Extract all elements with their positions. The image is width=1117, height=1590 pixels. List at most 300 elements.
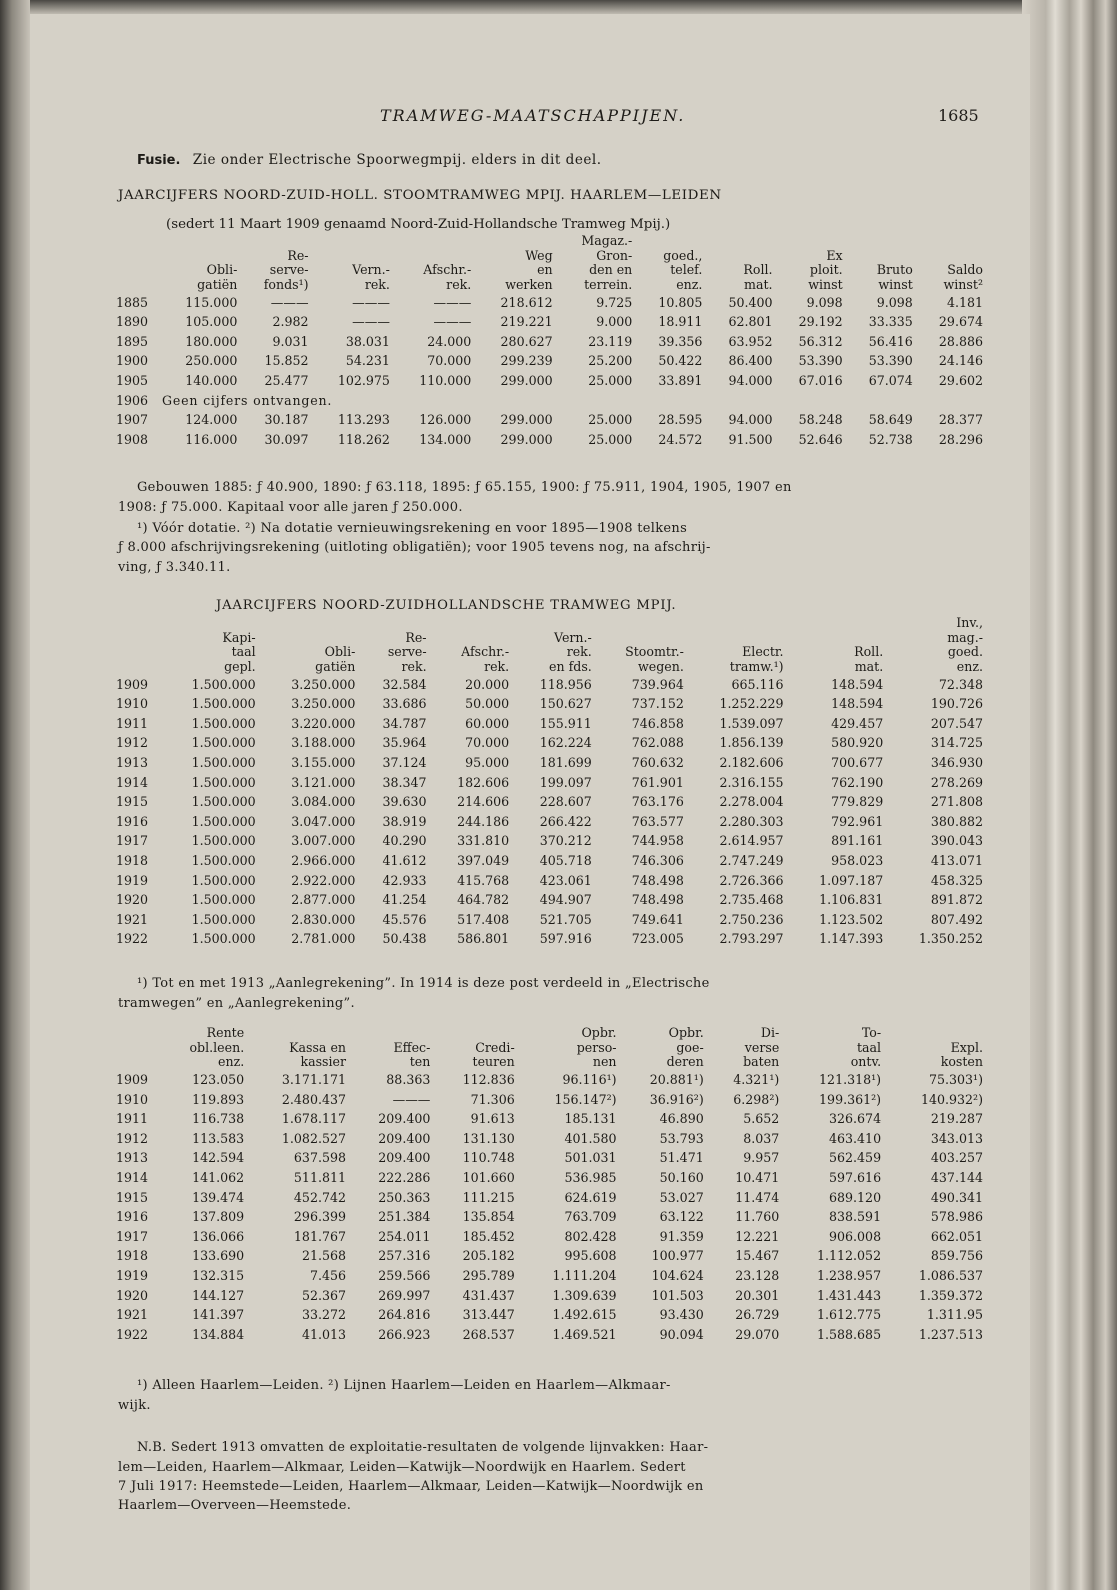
value-cell: 995.608 — [564, 1248, 617, 1264]
value-cell: 746.306 — [631, 853, 684, 869]
value-cell: 2.726.366 — [719, 872, 784, 888]
value-cell: 214.606 — [457, 794, 510, 810]
value-cell: 1.238.957 — [816, 1268, 882, 1284]
table-row — [116, 390, 986, 410]
value-cell: 119.893 — [192, 1091, 245, 1107]
value-cell: 1.500.000 — [191, 696, 256, 712]
value-cell: 144.127 — [192, 1287, 245, 1303]
column-header-line: en — [537, 262, 553, 278]
column-header — [159, 1026, 247, 1070]
year-cell: 1915 — [116, 794, 149, 810]
column-header — [595, 616, 687, 674]
value-cell: 390.043 — [930, 833, 983, 849]
value-cell: 50.438 — [382, 931, 427, 947]
column-header-line: deren — [666, 1054, 704, 1070]
footnote-line: ¹) Vóór dotatie. ²) Na dotatie vernieuwingsrekening en voor 1895—1908 telkens — [137, 521, 688, 536]
value-cell: 250.363 — [378, 1189, 431, 1205]
column-header — [159, 616, 259, 674]
value-cell: 1.500.000 — [191, 892, 256, 908]
table-row — [116, 332, 986, 352]
value-cell: 33.272 — [301, 1307, 347, 1323]
value-cell: 597.616 — [829, 1170, 882, 1186]
value-cell: 3.155.000 — [291, 755, 356, 771]
value-cell: 209.400 — [378, 1150, 431, 1166]
value-cell: 5.652 — [743, 1111, 780, 1127]
column-header-line: taal — [856, 1039, 882, 1055]
value-cell: 32.584 — [382, 676, 427, 692]
value-cell: 763.176 — [631, 794, 684, 810]
footnote-line: ¹) Alleen Haarlem—Leiden. ²) Lijnen Haarlem—Leiden en Haarlem—Alkmaar- — [137, 1378, 671, 1393]
column-header — [687, 616, 787, 674]
value-cell: 2.966.000 — [291, 853, 356, 869]
value-cell: 264.816 — [378, 1307, 431, 1323]
value-cell: 405.718 — [539, 853, 592, 869]
value-cell: 280.627 — [500, 333, 553, 349]
value-cell: 15.852 — [264, 353, 309, 369]
value-cell: 423.061 — [539, 872, 592, 888]
column-header — [393, 234, 474, 292]
year-cell: 1909 — [116, 1072, 149, 1088]
value-cell: 744.958 — [631, 833, 684, 849]
value-cell: 1.252.229 — [719, 696, 784, 712]
table-row — [116, 1070, 986, 1090]
value-cell: 257.316 — [378, 1248, 431, 1264]
column-header-line: Afschr.- — [461, 644, 510, 660]
table-row — [116, 870, 986, 890]
footnote-line: ving, ƒ 3.340.11. — [118, 560, 231, 575]
value-cell: 118.262 — [337, 431, 390, 447]
column-header-line: Opbr. — [581, 1025, 617, 1040]
value-cell: 299.000 — [500, 412, 553, 428]
column-header-line: gatiën — [315, 658, 356, 674]
value-cell: 54.231 — [345, 353, 390, 369]
value-cell: 578.986 — [930, 1209, 983, 1225]
table-row — [116, 890, 986, 910]
value-cell: 2.781.000 — [291, 931, 356, 947]
value-cell: 46.890 — [659, 1111, 704, 1127]
value-cell: 9.098 — [806, 294, 843, 310]
value-cell: 517.408 — [457, 911, 510, 927]
value-cell: 431.437 — [462, 1287, 515, 1303]
value-cell: 209.400 — [378, 1130, 431, 1146]
book-page-edges — [1022, 0, 1117, 1590]
column-header-line: fonds¹) — [263, 276, 309, 292]
value-cell: 244.186 — [457, 813, 510, 829]
year-cell: 1922 — [116, 931, 149, 947]
value-cell: 807.492 — [930, 911, 983, 927]
value-cell: 761.901 — [631, 774, 684, 790]
value-cell: 494.907 — [539, 892, 592, 908]
value-cell: 51.471 — [659, 1150, 704, 1166]
value-cell: 56.416 — [868, 333, 913, 349]
value-cell: 91.613 — [470, 1111, 515, 1127]
value-cell: 1.237.513 — [918, 1326, 983, 1342]
column-header-line: Magaz.- — [581, 233, 633, 248]
value-cell: 295.789 — [462, 1268, 515, 1284]
value-cell: 9.031 — [272, 333, 309, 349]
value-cell: 38.919 — [382, 813, 427, 829]
value-cell: 1.431.443 — [816, 1287, 882, 1303]
nb-line: Haarlem—Overveen—Heemstede. — [118, 1498, 352, 1513]
value-cell: 762.088 — [631, 735, 684, 751]
value-cell: 29.192 — [798, 314, 843, 330]
value-cell: 71.306 — [470, 1091, 515, 1107]
value-cell: 20.301 — [735, 1287, 780, 1303]
column-header-line: telef. — [670, 262, 703, 278]
column-header — [518, 1026, 620, 1070]
value-cell: 370.212 — [539, 833, 592, 849]
value-cell: 15.467 — [735, 1248, 780, 1264]
value-cell: 268.537 — [462, 1326, 515, 1342]
year-cell: 1914 — [116, 774, 149, 790]
year-cell: 1922 — [116, 1326, 149, 1342]
value-cell: 2.182.606 — [719, 755, 784, 771]
value-cell: 1.539.097 — [719, 715, 784, 731]
value-cell: 228.607 — [539, 794, 592, 810]
year-cell: 1911 — [116, 715, 149, 731]
column-header-line: Bruto — [876, 262, 913, 278]
value-cell: 4.181 — [946, 294, 983, 310]
table-row — [116, 410, 986, 430]
table-row — [116, 929, 986, 949]
value-cell: 2.793.297 — [719, 931, 784, 947]
year-cell: 1907 — [116, 412, 149, 428]
value-cell: 25.477 — [264, 373, 309, 389]
column-header — [512, 616, 595, 674]
value-cell: 2.278.004 — [719, 794, 784, 810]
value-cell: 266.422 — [539, 813, 592, 829]
value-cell: 124.000 — [185, 412, 238, 428]
column-header-line: Effec- — [393, 1039, 431, 1055]
value-cell: ——— — [352, 294, 390, 310]
value-cell: 597.916 — [539, 931, 592, 947]
value-cell: 91.500 — [728, 431, 773, 447]
value-cell: 586.801 — [457, 931, 510, 947]
value-cell: 62.801 — [728, 314, 773, 330]
column-header — [312, 234, 393, 292]
column-header-line: kosten — [940, 1054, 983, 1070]
value-cell: 343.013 — [930, 1130, 983, 1146]
table-row — [116, 1285, 986, 1305]
year-cell: 1916 — [116, 813, 149, 829]
value-cell: 1.500.000 — [191, 676, 256, 692]
value-cell: 299.000 — [500, 373, 553, 389]
value-cell: 30.097 — [264, 431, 309, 447]
value-cell: 458.325 — [930, 872, 983, 888]
value-cell: 53.793 — [659, 1130, 704, 1146]
column-header — [916, 234, 986, 292]
value-cell: 53.027 — [659, 1189, 704, 1205]
value-cell: 1.500.000 — [191, 715, 256, 731]
value-cell: 52.738 — [868, 431, 913, 447]
table-row — [116, 1129, 986, 1149]
value-cell: 1.500.000 — [191, 813, 256, 829]
book-page — [30, 14, 1030, 1590]
value-cell: 162.224 — [539, 735, 592, 751]
value-cell: 24.000 — [427, 333, 472, 349]
year-cell: 1913 — [116, 1150, 149, 1166]
value-cell: 2.735.468 — [719, 892, 784, 908]
column-header-line: To- — [861, 1025, 882, 1040]
column-header — [556, 234, 636, 292]
value-cell: 190.726 — [930, 696, 983, 712]
value-cell: ——— — [433, 314, 472, 330]
page-number: 1685 — [938, 106, 979, 125]
value-cell: 2.922.000 — [291, 872, 356, 888]
value-cell: 20.881¹) — [649, 1072, 704, 1088]
column-header-line: Obli- — [206, 262, 238, 278]
value-cell: 1.111.204 — [552, 1268, 617, 1284]
value-cell: 70.000 — [465, 735, 510, 751]
table-row — [116, 1148, 986, 1168]
column-header — [886, 616, 986, 674]
year-cell: 1916 — [116, 1209, 149, 1225]
value-cell: 250.000 — [185, 353, 238, 369]
value-cell: 29.070 — [735, 1326, 780, 1342]
value-cell: 1.500.000 — [191, 774, 256, 790]
column-header-line: kassier — [300, 1054, 347, 1070]
section1-title: JAARCIJFERS NOORD-ZUID-HOLL. STOOMTRAMWEG MPIJ. HAARLEM—LEIDEN — [118, 188, 722, 203]
value-cell: 25.000 — [588, 373, 633, 389]
value-cell: 21.568 — [301, 1248, 347, 1264]
value-cell: 2.982 — [272, 314, 309, 330]
value-cell: 113.293 — [337, 412, 390, 428]
value-cell: 521.705 — [539, 911, 592, 927]
value-cell: 110.000 — [419, 373, 472, 389]
year-cell: 1885 — [116, 294, 149, 310]
value-cell: 266.923 — [378, 1326, 431, 1342]
value-cell: 3.188.000 — [291, 735, 356, 751]
value-cell: 39.356 — [658, 333, 703, 349]
value-cell: 52.646 — [798, 431, 843, 447]
value-cell: 1.500.000 — [191, 794, 256, 810]
value-cell: 4.321¹) — [733, 1072, 780, 1088]
value-cell: 3.250.000 — [291, 676, 356, 692]
value-cell: 464.782 — [457, 892, 510, 908]
value-cell: 859.756 — [930, 1248, 983, 1264]
value-cell: 28.296 — [938, 431, 983, 447]
value-cell: 2.316.155 — [719, 774, 784, 790]
year-cell: 1895 — [116, 333, 149, 349]
value-cell: 20.000 — [465, 676, 510, 692]
value-cell: 1.500.000 — [191, 755, 256, 771]
year-cell: 1917 — [116, 1228, 149, 1244]
column-header — [358, 616, 429, 674]
value-cell: 45.576 — [382, 911, 427, 927]
column-header-line: terrein. — [584, 276, 633, 292]
value-cell: 56.312 — [798, 333, 843, 349]
value-cell: 25.200 — [588, 353, 633, 369]
table-1909-1922-results — [116, 1026, 986, 1344]
value-cell: 763.709 — [564, 1209, 617, 1225]
year-cell: 1910 — [116, 696, 149, 712]
value-cell: 33.686 — [382, 696, 427, 712]
value-cell: 52.367 — [301, 1287, 347, 1303]
value-cell: 101.503 — [651, 1287, 704, 1303]
column-header-line: Rente — [206, 1025, 245, 1040]
value-cell: 102.975 — [337, 373, 390, 389]
value-cell: 1.086.537 — [918, 1268, 983, 1284]
column-header-line: Saldo — [947, 262, 983, 278]
year-cell: 1920 — [116, 1287, 149, 1303]
column-header-line: serve- — [269, 262, 309, 278]
value-cell: 50.160 — [659, 1170, 704, 1186]
value-cell: 3.250.000 — [291, 696, 356, 712]
value-cell: 313.447 — [462, 1307, 515, 1323]
year-cell: 1921 — [116, 1307, 149, 1323]
column-header — [474, 234, 555, 292]
value-cell: 891.872 — [930, 892, 983, 908]
value-cell: 1.678.117 — [281, 1111, 347, 1127]
value-cell: 156.147²) — [554, 1091, 617, 1107]
value-cell: 1.112.052 — [816, 1248, 882, 1264]
value-cell: 141.062 — [192, 1170, 245, 1186]
value-cell: 113.583 — [192, 1130, 245, 1146]
value-cell: 181.699 — [539, 755, 592, 771]
value-cell: 23.119 — [588, 333, 633, 349]
column-header-line: Kapi- — [222, 629, 256, 645]
value-cell: 2.830.000 — [291, 911, 356, 927]
value-cell: 278.269 — [930, 774, 983, 790]
value-cell: 1.500.000 — [191, 931, 256, 947]
column-header-line: tramw.¹) — [729, 658, 784, 674]
table-row — [116, 1246, 986, 1266]
table-row — [116, 351, 986, 371]
column-header — [620, 1026, 707, 1070]
value-cell: 299.000 — [500, 431, 553, 447]
value-cell: 452.742 — [293, 1189, 347, 1205]
value-cell: 1.097.187 — [819, 872, 884, 888]
year-cell: 1900 — [116, 353, 149, 369]
value-cell: 2.877.000 — [291, 892, 356, 908]
column-header-line: mat. — [744, 276, 773, 292]
fusie-label: Fusie. — [137, 153, 181, 168]
value-cell: 415.768 — [457, 872, 510, 888]
value-cell: 665.116 — [731, 676, 784, 692]
value-cell: 63.952 — [728, 333, 773, 349]
table-header — [116, 1026, 986, 1070]
footnote-line: ƒ 8.000 afschrijvingsrekening (uitloting obligatiën); voor 1905 tevens nog, na afschrij- — [118, 540, 711, 555]
value-cell: 95.000 — [465, 755, 510, 771]
year-cell: 1918 — [116, 1248, 149, 1264]
value-cell: 9.000 — [596, 314, 633, 330]
value-cell: 29.674 — [938, 314, 983, 330]
value-cell: ——— — [270, 294, 309, 310]
value-cell: 90.094 — [659, 1326, 704, 1342]
value-cell: 490.341 — [930, 1189, 983, 1205]
column-header-line: Di- — [760, 1025, 780, 1040]
table-row — [116, 1227, 986, 1247]
value-cell: 185.131 — [564, 1111, 617, 1127]
value-cell: 118.956 — [539, 676, 592, 692]
value-cell: 624.619 — [564, 1189, 617, 1205]
table-row — [116, 910, 986, 930]
value-cell: 24.146 — [938, 353, 983, 369]
year-cell: 1913 — [116, 755, 149, 771]
value-cell: 38.347 — [382, 774, 427, 790]
column-header-line: teuren — [472, 1054, 515, 1070]
running-title: TRAMWEG-MAATSCHAPPIJEN. — [380, 106, 686, 125]
column-header — [116, 616, 159, 674]
value-cell: 148.594 — [831, 676, 884, 692]
column-header-line: rek. — [446, 276, 472, 292]
value-cell: 1.359.372 — [918, 1287, 983, 1303]
value-cell: ——— — [392, 1091, 431, 1107]
value-cell: 1.856.139 — [719, 735, 784, 751]
value-cell: 110.748 — [462, 1150, 515, 1166]
value-cell: 2.747.249 — [719, 853, 784, 869]
table-row — [116, 792, 986, 812]
column-header-line: werken — [505, 276, 553, 292]
table-header — [116, 234, 986, 292]
value-cell: 259.566 — [378, 1268, 431, 1284]
value-cell: 37.124 — [382, 755, 427, 771]
value-cell: 148.594 — [831, 696, 884, 712]
value-cell: 1.612.775 — [816, 1307, 882, 1323]
value-cell: 501.031 — [564, 1150, 617, 1166]
year-cell: 1912 — [116, 1130, 149, 1146]
table-row — [116, 371, 986, 391]
value-cell: 116.000 — [185, 431, 238, 447]
value-cell: 142.594 — [192, 1150, 245, 1166]
value-cell: 958.023 — [831, 853, 884, 869]
table-row — [116, 694, 986, 714]
value-cell: 40.290 — [382, 833, 427, 849]
value-cell: 413.071 — [930, 853, 983, 869]
value-cell: 254.011 — [378, 1228, 431, 1244]
value-cell: 18.911 — [658, 314, 703, 330]
nb-line: 7 Juli 1917: Heemstede—Leiden, Haarlem—Alkmaar, Leiden—Katwijk—Noordwijk en — [118, 1479, 704, 1494]
value-cell: 134.000 — [419, 431, 472, 447]
value-cell: 314.725 — [930, 735, 983, 751]
value-cell: 136.066 — [192, 1228, 245, 1244]
column-header-line: Opbr. — [668, 1025, 704, 1040]
value-cell: 562.459 — [829, 1150, 882, 1166]
footnote-line: tramwegen” en „Aanlegrekening”. — [118, 996, 355, 1011]
year-cell: 1921 — [116, 911, 149, 927]
column-header-line: Roll. — [854, 644, 884, 660]
value-cell: 63.122 — [659, 1209, 704, 1225]
column-header — [240, 234, 311, 292]
column-header-line: rek. — [364, 276, 390, 292]
column-header — [884, 1026, 986, 1070]
value-cell: 271.808 — [930, 794, 983, 810]
value-cell: 94.000 — [728, 373, 773, 389]
value-cell: 748.498 — [631, 872, 684, 888]
value-cell: 6.298²) — [733, 1091, 780, 1107]
value-cell: 9.725 — [596, 294, 633, 310]
column-header-line: taal — [231, 644, 256, 660]
column-header-line: Ex — [826, 247, 843, 263]
column-header-line: goed. — [947, 644, 983, 660]
value-cell: 30.187 — [264, 412, 309, 428]
value-cell: 101.660 — [462, 1170, 515, 1186]
column-header-line: rek. — [566, 644, 592, 660]
column-header — [776, 234, 846, 292]
column-header-line: Obli- — [324, 644, 356, 660]
value-cell: 1.082.527 — [281, 1130, 347, 1146]
value-cell: 29.602 — [938, 373, 983, 389]
column-header-line: Electr. — [742, 644, 784, 660]
value-cell: 25.000 — [588, 412, 633, 428]
value-cell: 39.630 — [382, 794, 427, 810]
column-header — [433, 1026, 517, 1070]
value-cell: 72.348 — [938, 676, 983, 692]
column-header-line: ploit. — [809, 262, 843, 278]
value-cell: 3.084.000 — [291, 794, 356, 810]
nb-line: N.B. Sedert 1913 omvatten de exploitatie-resultaten de volgende lijnvakken: Haar- — [137, 1440, 709, 1455]
value-cell: 1.311.95 — [926, 1307, 983, 1323]
